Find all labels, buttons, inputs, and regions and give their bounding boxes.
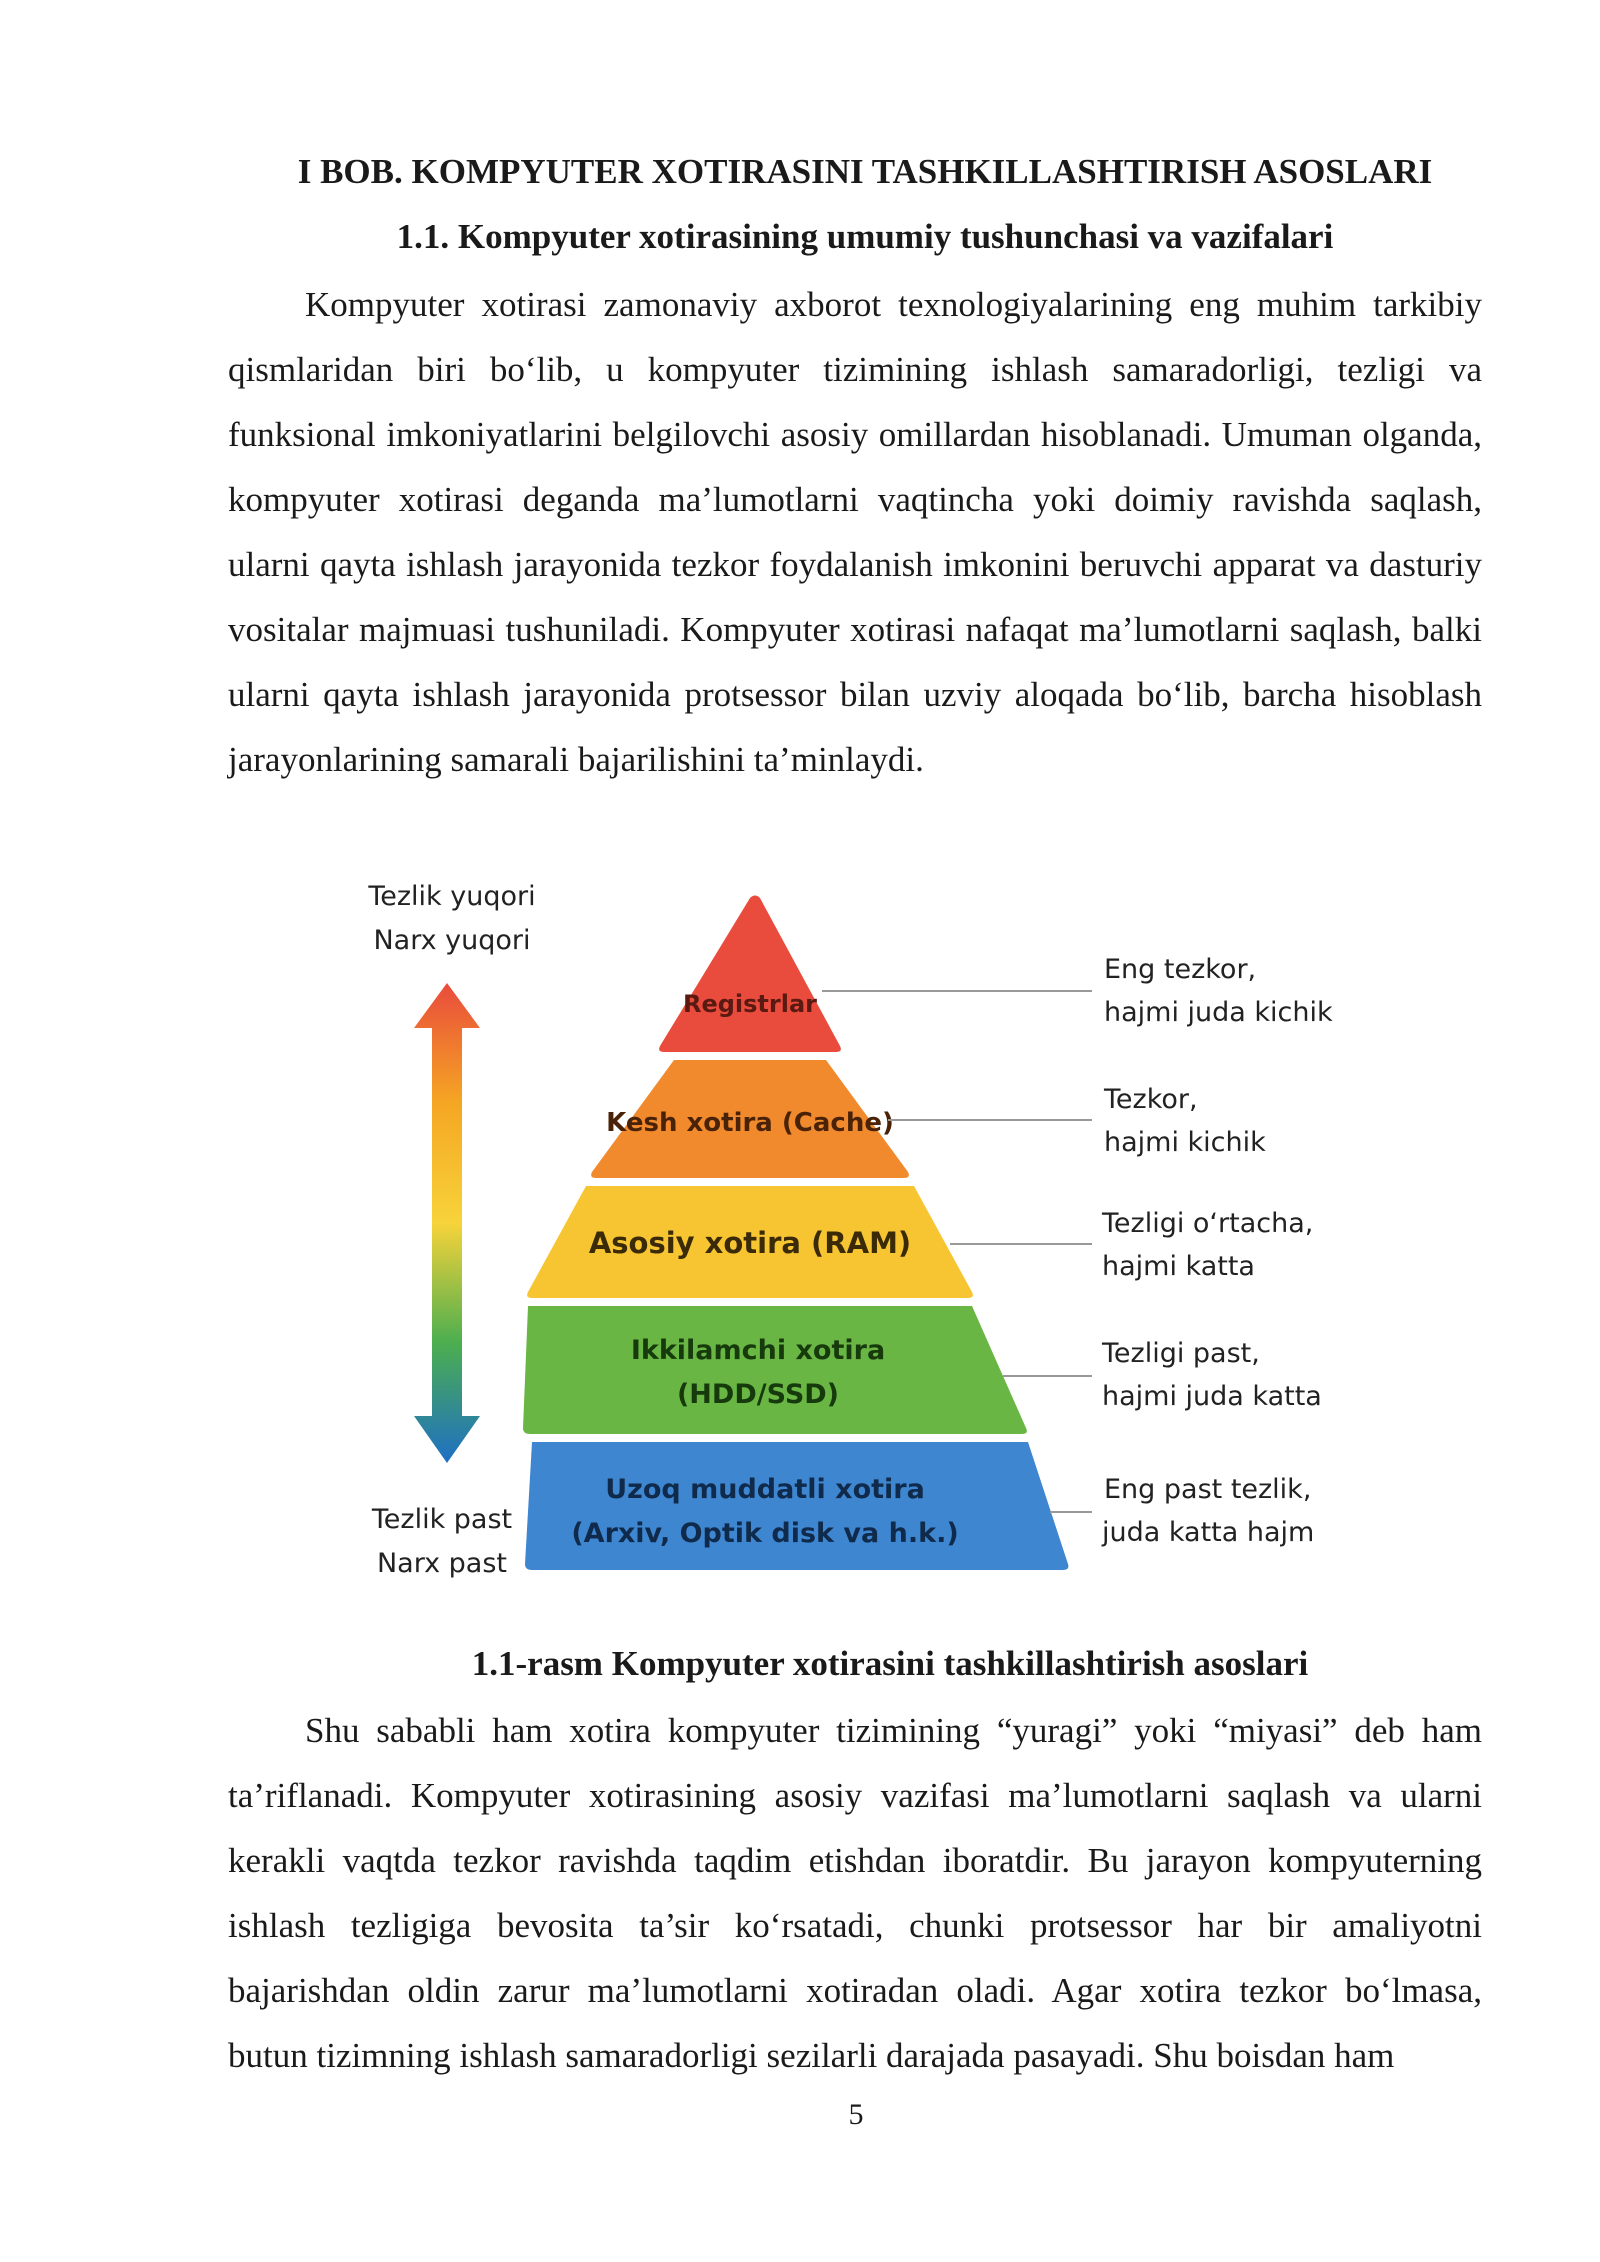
level-ram-label: Asosiy xotira (RAM) <box>588 1226 912 1260</box>
pyramid-level-secondary-storage <box>523 1306 1322 1434</box>
body-paragraph-1: Kompyuter xotirasi zamonaviy axborot texnologiyalarining eng muhim tarkibiy qismlaridan biri bo‘lib, u kompyuter tizimining ishlash samaradorligi, tezligi va funksional imkoniyatlarini belgilovchi asosiy omillardan hisoblanadi. Umuman olganda, kompyuter xotirasi deganda ma’lumotlarni vaqtincha yoki doimiy ravishda saqlash, ularni qayta ishlash jarayonida tezkor foydalanish imkonini beruvchi apparat va dasturiy vositalar majmuasi tushuniladi. Kompyuter xotirasi nafaqat ma’lumotlarni saqlash, balki ularni qayta ishlash jarayonida protsessor bilan uzviy aloqada bo‘lib, barcha hisoblash jarayonlarining samarali bajarilishini ta’minlaydi. <box>228 285 1482 779</box>
pyramid-level-long-term-storage <box>525 1442 1314 1570</box>
level-registers-note-2: hajmi juda kichik <box>1104 997 1333 1028</box>
figure-caption: 1.1-rasm Kompyuter xotirasini tashkillashtirish asoslari <box>471 1644 1309 1683</box>
level-secondary-note-2: hajmi juda katta <box>1102 1381 1322 1412</box>
level-longterm-note-2: juda katta hajm <box>1102 1517 1315 1548</box>
speed-price-arrow-icon <box>414 983 480 1463</box>
level-secondary-label-1: Ikkilamchi xotira <box>630 1335 886 1366</box>
pyramid-level-cache <box>591 1060 1266 1178</box>
top-label-line-2: Narx yuqori <box>373 925 531 956</box>
chapter-title: I BOB. KOMPYUTER XOTIRASINI TASHKILLASHTIRISH ASOSLARI <box>297 152 1433 191</box>
level-cache-label: Kesh xotira (Cache) <box>606 1108 894 1138</box>
top-label-line-1: Tezlik yuqori <box>368 881 536 912</box>
pyramid-level-ram <box>527 1186 1313 1298</box>
level-secondary-note-1: Tezligi past, <box>1102 1338 1260 1369</box>
level-ram-note-1: Tezligi o‘rtacha, <box>1102 1208 1314 1239</box>
memory-hierarchy-pyramid-figure <box>360 868 1360 1598</box>
bottom-label-line-2: Narx past <box>376 1548 508 1579</box>
level-longterm-label-2: (Arxiv, Optik disk va h.k.) <box>571 1518 959 1549</box>
level-longterm-note-1: Eng past tezlik, <box>1104 1474 1312 1505</box>
level-cache-note-2: hajmi kichik <box>1104 1127 1266 1158</box>
level-ram-note-2: hajmi katta <box>1102 1251 1255 1282</box>
level-registers-label: Registrlar <box>682 990 818 1018</box>
bottom-label-line-1: Tezlik past <box>371 1504 513 1535</box>
level-registers-note-1: Eng tezkor, <box>1104 954 1257 985</box>
level-secondary-label-2: (HDD/SSD) <box>676 1379 840 1410</box>
level-longterm-label-1: Uzoq muddatli xotira <box>605 1474 925 1505</box>
body-paragraph-2: Shu sababli ham xotira kompyuter tizimining “yuragi” yoki “miyasi” deb ham ta’riflanadi. Kompyuter xotirasining asosiy vazifasi ma’lumotlarni saqlash va ularni kerakli vaqtda tezkor ravishda taqdim etishdan iboratdir. Bu jarayon kompyuterning ishlash tezligiga bevosita ta’sir ko‘rsatadi, chunki protsessor har bir amaliyotni bajarishdan oldin zarur ma’lumotlarni xotiradan oladi. Agar xotira tezkor bo‘lmasa, butun tizimning ishlash samaradorligi sezilarli darajada pasayadi. Shu boisdan ham <box>228 1711 1482 2075</box>
level-cache-note-1: Tezkor, <box>1104 1084 1198 1115</box>
section-title: 1.1. Kompyuter xotirasining umumiy tushunchasi va vazifalari <box>396 217 1334 256</box>
page-number: 5 <box>848 2098 864 2131</box>
pyramid-level-registers <box>659 896 1333 1053</box>
